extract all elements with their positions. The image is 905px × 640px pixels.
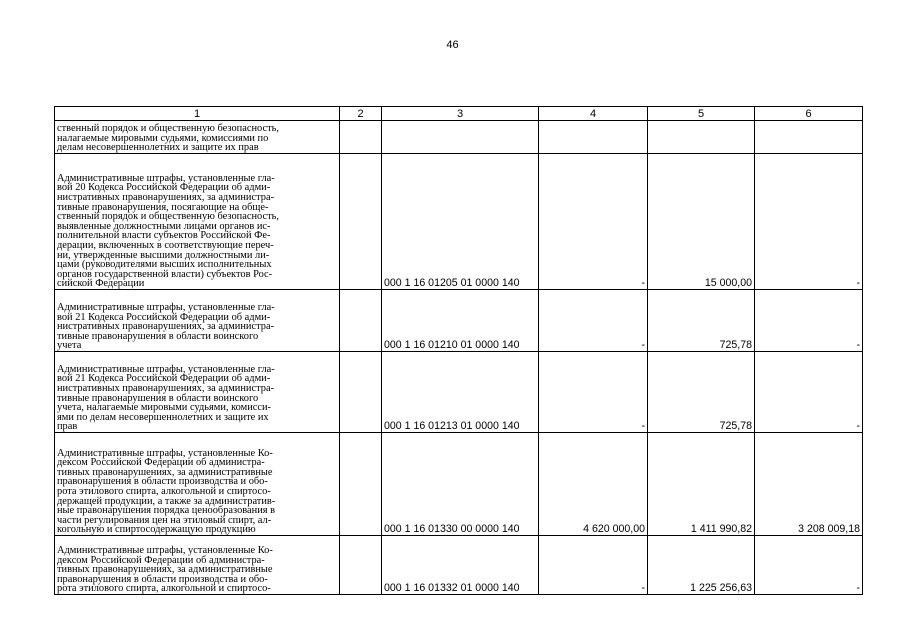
row-budget-code: 000 1 16 01332 01 0000 140 <box>382 536 539 595</box>
page-number: 46 <box>446 39 459 51</box>
row-value-6 <box>755 121 863 154</box>
column-header-5: 5 <box>648 107 755 121</box>
row-value-6: - <box>755 290 863 352</box>
row-value-5: 1 411 990,82 <box>648 433 755 536</box>
row-description: Административные штрафы, установленные гла- вой 21 Кодекса Российской Федерации об адми- нистративных правонарушениях, за администра- тивные правонарушения в области воинского учета, налагаемые мировыми судьями, комисси- ями по делам несовершеннолетних и защите их прав <box>55 352 340 433</box>
row-col2 <box>340 121 382 154</box>
row-value-5 <box>648 121 755 154</box>
row-value-5: 725,78 <box>648 352 755 433</box>
row-value-4: - <box>539 290 648 352</box>
row-value-5: 1 225 256,63 <box>648 536 755 595</box>
row-col2 <box>340 536 382 595</box>
row-description: Административные штрафы, установленные Ко- дексом Российской Федерации об администра- тивных правонарушениях, за административные правонарушения в области производства и обо- рота этилового спирта, алкогольной и спиртосо- <box>55 536 340 595</box>
column-header-3: 3 <box>382 107 539 121</box>
row-value-6: - <box>755 154 863 290</box>
table-row <box>55 121 863 154</box>
row-value-4 <box>539 121 648 154</box>
table-row <box>55 433 863 536</box>
row-value-6: 3 208 009,18 <box>755 433 863 536</box>
column-header-4: 4 <box>539 107 648 121</box>
row-value-6: - <box>755 352 863 433</box>
row-col2 <box>340 290 382 352</box>
column-header-6: 6 <box>755 107 863 121</box>
row-value-4: 4 620 000,00 <box>539 433 648 536</box>
row-description: Административные штрафы, установленные гла- вой 20 Кодекса Российской Федерации об адми- нистративных правонарушениях, за администра- тивные правонарушения, посягающие на обще- ственный порядок и общественную безопасность, выявленные должностными лицами органов ис- полнительной власти субъектов Российской Фе- дерации, включенных в соответствующие переч- ни, утвержденные высшими должностными ли- цами (руководителями высших исполнительных органов государственной власти) субъектов Рос- сийской Федерации <box>55 154 340 290</box>
row-value-4: - <box>539 154 648 290</box>
row-value-4: - <box>539 536 648 595</box>
row-description: ственный порядок и общественную безопасность, налагаемые мировыми судьями, комиссиями по делам несовершеннолетних и защите их прав <box>55 121 340 154</box>
table-row <box>55 154 863 290</box>
row-budget-code: 000 1 16 01330 00 0000 140 <box>382 433 539 536</box>
column-header-1: 1 <box>55 107 340 121</box>
row-col2 <box>340 433 382 536</box>
row-value-4: - <box>539 352 648 433</box>
row-budget-code: 000 1 16 01210 01 0000 140 <box>382 290 539 352</box>
table-row <box>55 352 863 433</box>
row-col2 <box>340 154 382 290</box>
row-value-5: 725,78 <box>648 290 755 352</box>
row-budget-code: 000 1 16 01205 01 0000 140 <box>382 154 539 290</box>
row-description: Административные штрафы, установленные гла- вой 21 Кодекса Российской Федерации об адми- нистративных правонарушениях, за администра- тивные правонарушения в области воинского учета <box>55 290 340 352</box>
row-budget-code <box>382 121 539 154</box>
row-value-5: 15 000,00 <box>648 154 755 290</box>
row-description: Административные штрафы, установленные Ко- дексом Российской Федерации об администра- тивных правонарушениях, за административные правонарушения в области производства и обо- рота этилового спирта, алкогольной и спиртосо- держащей продукции, а также за административ- ные правонарушения порядка ценообразования в части регулирования цен на этиловый спирт, ал- когольную и спиртосодержащую продукцию <box>55 433 340 536</box>
row-col2 <box>340 352 382 433</box>
row-value-6: - <box>755 536 863 595</box>
header-row <box>55 107 863 121</box>
table-row <box>55 536 863 595</box>
column-header-2: 2 <box>340 107 382 121</box>
row-budget-code: 000 1 16 01213 01 0000 140 <box>382 352 539 433</box>
budget-table <box>54 106 863 595</box>
table-row <box>55 290 863 352</box>
